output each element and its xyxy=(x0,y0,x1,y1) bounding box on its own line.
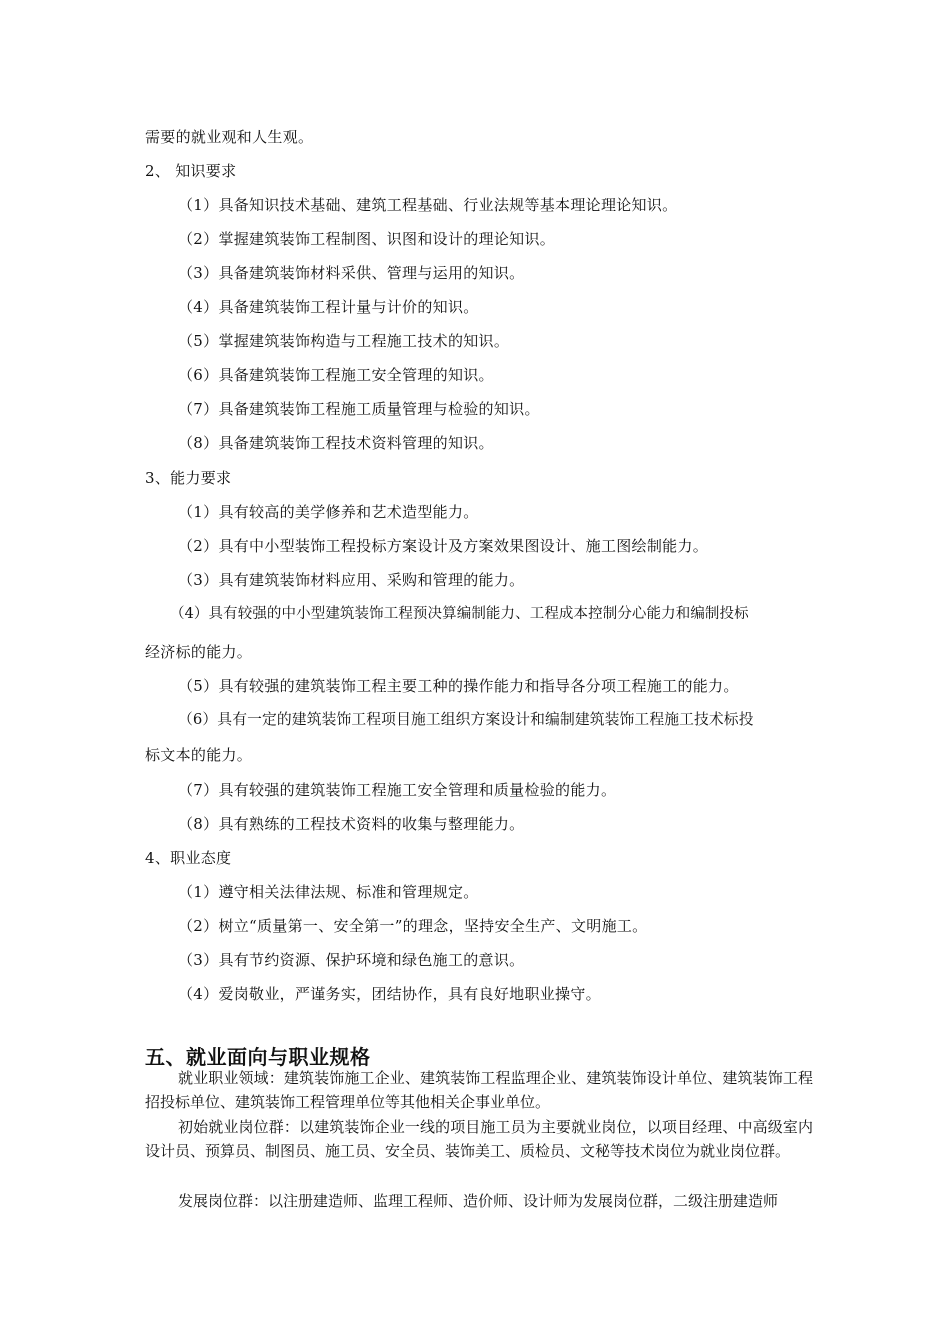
attitude-title: 4、职业态度 xyxy=(145,849,232,867)
development-positions-paragraph: 发展岗位群：以注册建造师、监理工程师、造价师、设计师为发展岗位群，二级注册建造师 xyxy=(178,1192,779,1210)
knowledge-item-1: （1）具备知识技术基础、建筑工程基础、行业法规等基本理论理论知识。 xyxy=(178,196,678,214)
attitude-item-2: （2）树立“质量第一、安全第一”的理念，坚持安全生产、文明施工。 xyxy=(178,917,648,935)
ability-item-4-line-2: 经济标的能力。 xyxy=(145,643,253,661)
ability-item-7: （7）具有较强的建筑装饰工程施工安全管理和质量检验的能力。 xyxy=(178,781,617,799)
knowledge-item-8: （8）具备建筑装饰工程技术资料管理的知识。 xyxy=(178,434,494,452)
ability-item-5: （5）具有较强的建筑装饰工程主要工种的操作能力和指导各分项工程施工的能力。 xyxy=(178,677,739,695)
attitude-item-1: （1）遵守相关法律法规、标准和管理规定。 xyxy=(178,883,479,901)
ability-title: 3、能力要求 xyxy=(145,469,232,487)
knowledge-item-6: （6）具备建筑装饰工程施工安全管理的知识。 xyxy=(178,366,494,384)
ability-item-1: （1）具有较高的美学修养和艺术造型能力。 xyxy=(178,503,479,521)
ability-item-2: （2）具有中小型装饰工程投标方案设计及方案效果图设计、施工图绘制能力。 xyxy=(178,537,709,555)
intro-tail-text: 需要的就业观和人生观。 xyxy=(145,128,314,146)
ability-item-8: （8）具有熟练的工程技术资料的收集与整理能力。 xyxy=(178,815,525,833)
attitude-item-4: （4）爱岗敬业，严谨务实，团结协作，具有良好地职业操守。 xyxy=(178,985,601,1003)
ability-item-3: （3）具有建筑装饰材料应用、采购和管理的能力。 xyxy=(178,571,525,589)
initial-positions-paragraph: 初始就业岗位群：以建筑装饰企业一线的项目施工员为主要就业岗位，以项目经理、中高级室内设计员、预算员、制图员、施工员、安全员、装饰美工、质检员、文秘等技术岗位为就业岗位群。 xyxy=(145,1118,813,1160)
ability-item-6-line-1: （6）具有一定的建筑装饰工程项目施工组织方案设计和编制建筑装饰工程施工技术标投 xyxy=(178,711,754,728)
knowledge-item-7: （7）具备建筑装饰工程施工质量管理与检验的知识。 xyxy=(178,400,540,418)
employment-field-paragraph: 就业职业领域：建筑装饰施工企业、建筑装饰工程监理企业、建筑装饰设计单位、建筑装饰工程招投标单位、建筑装饰工程管理单位等其他相关企事业单位。 xyxy=(145,1069,813,1111)
section-5-heading: 五、就业面向与职业规格 xyxy=(145,1045,371,1069)
knowledge-item-4: （4）具备建筑装饰工程计量与计价的知识。 xyxy=(178,298,479,316)
knowledge-item-3: （3）具备建筑装饰材料采供、管理与运用的知识。 xyxy=(178,264,525,282)
knowledge-title: 2、 知识要求 xyxy=(145,162,237,180)
ability-item-6-line-2: 标文本的能力。 xyxy=(145,746,253,764)
knowledge-item-5: （5）掌握建筑装饰构造与工程施工技术的知识。 xyxy=(178,332,510,350)
ability-item-4-line-1: （4）具有较强的中小型建筑装饰工程预决算编制能力、工程成本控制分心能力和编制投标 xyxy=(170,606,749,622)
knowledge-item-2: （2）掌握建筑装饰工程制图、识图和设计的理论知识。 xyxy=(178,230,556,248)
attitude-item-3: （3）具有节约资源、保护环境和绿色施工的意识。 xyxy=(178,951,525,969)
